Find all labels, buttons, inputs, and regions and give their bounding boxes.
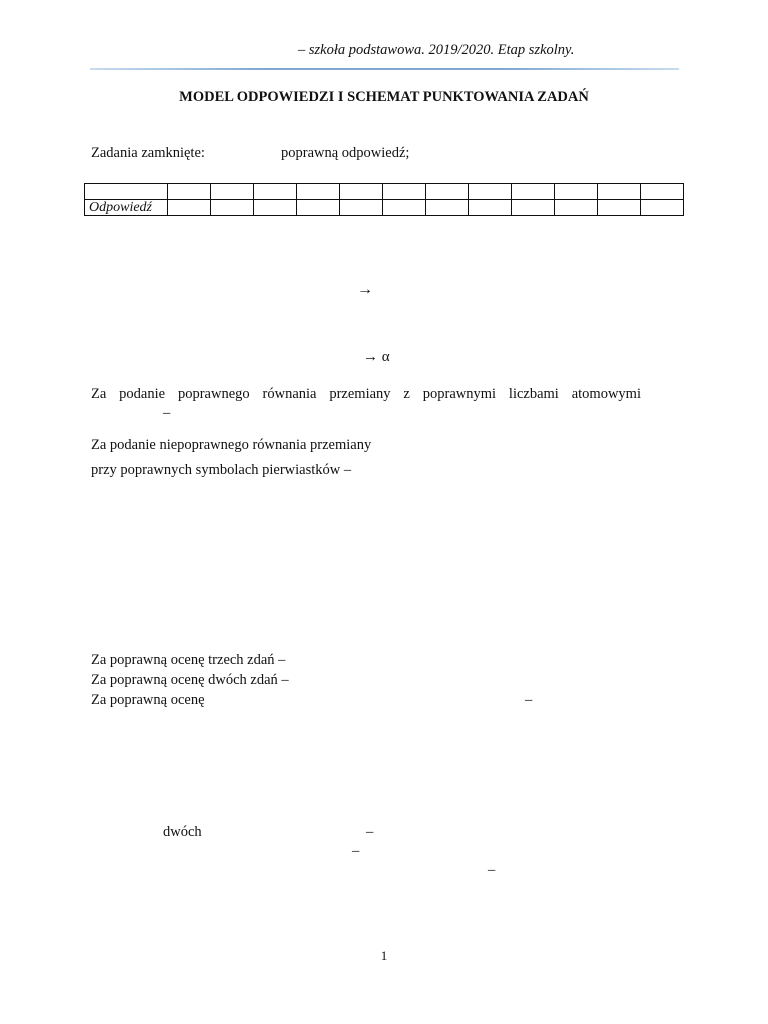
- closed-tasks-label: Zadania zamknięte:: [91, 145, 205, 161]
- table-row: [85, 200, 684, 216]
- page-header: – szkoła podstawowa. 2019/2020. Etap szkolny.: [298, 42, 575, 58]
- scoring-line: Za poprawną ocenę: [91, 692, 205, 708]
- scoring-dash: –: [163, 405, 171, 421]
- answer-row-label: Odpowiedź: [85, 200, 168, 216]
- page-number: 1: [380, 948, 388, 963]
- answer-cell: [254, 200, 297, 216]
- scoring-line: Za poprawną ocenę trzech zdań –: [91, 652, 286, 668]
- table-cell: [340, 184, 383, 200]
- scoring-line: przy poprawnych symbolach pierwiastków –: [91, 462, 352, 478]
- document-title: MODEL ODPOWIEDZI I SCHEMAT PUNKTOWANIA ZADAŃ: [179, 89, 589, 105]
- answer-cell: [297, 200, 340, 216]
- table-cell: [254, 184, 297, 200]
- scoring-dash: –: [525, 692, 533, 708]
- table-cell: [641, 184, 684, 200]
- scoring-dash: –: [488, 862, 496, 878]
- header-divider: [90, 68, 679, 70]
- answer-cell: [211, 200, 254, 216]
- answer-cell: [512, 200, 555, 216]
- answer-cell: [641, 200, 684, 216]
- answer-cell: [168, 200, 211, 216]
- answer-cell: [426, 200, 469, 216]
- table-cell: [426, 184, 469, 200]
- closed-tasks-instruction: poprawną odpowiedź;: [281, 145, 410, 161]
- answer-cell: [383, 200, 426, 216]
- table-cell: [598, 184, 641, 200]
- table-cell: [469, 184, 512, 200]
- reaction-arrow-alpha: → α: [363, 349, 390, 365]
- table-cell: [297, 184, 340, 200]
- table-row: [85, 184, 684, 200]
- scoring-dash: –: [352, 843, 360, 859]
- scoring-line: Za poprawną ocenę dwóch zdań –: [91, 672, 289, 688]
- answer-cell: [469, 200, 512, 216]
- answer-cell: [598, 200, 641, 216]
- reaction-arrow-1: →: [357, 281, 373, 298]
- table-cell: [555, 184, 598, 200]
- answer-cell: [340, 200, 383, 216]
- table-cell: [512, 184, 555, 200]
- scoring-word: dwóch: [163, 824, 202, 840]
- table-cell: [168, 184, 211, 200]
- table-cell: [211, 184, 254, 200]
- table-cell: [383, 184, 426, 200]
- table-row-header: [85, 184, 168, 200]
- answer-table: [84, 183, 684, 216]
- scoring-line: Za podanie poprawnego równania przemiany z poprawnymi liczbami atomowymi: [91, 386, 641, 402]
- scoring-line: Za podanie niepoprawnego równania przemiany: [91, 437, 372, 453]
- scoring-dash: –: [366, 824, 374, 840]
- answer-cell: [555, 200, 598, 216]
